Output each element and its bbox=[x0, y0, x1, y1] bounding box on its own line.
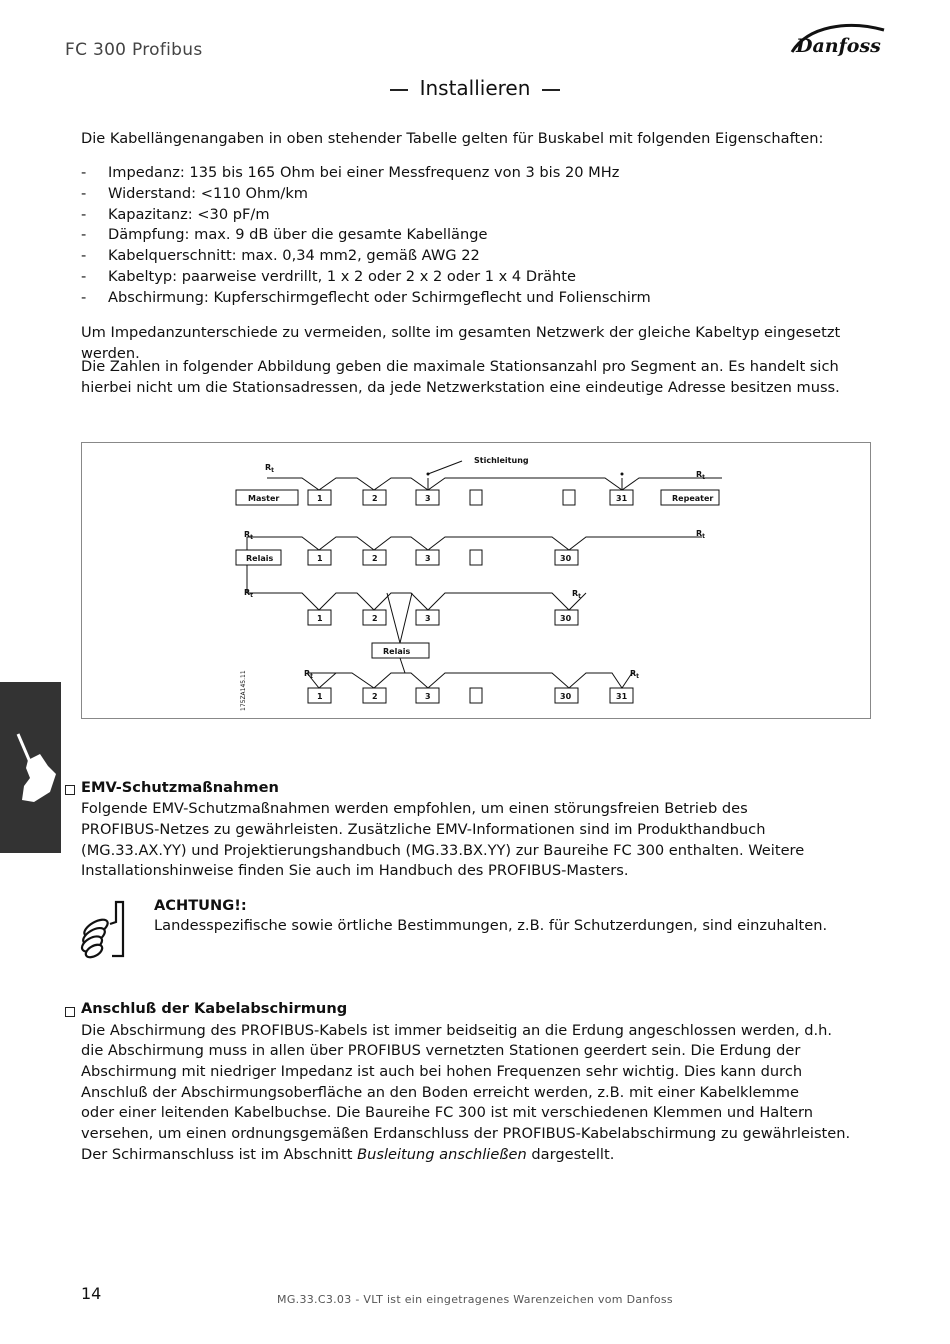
danfoss-logo bbox=[788, 22, 888, 60]
page-number: 14 bbox=[81, 1284, 102, 1303]
svg-text:Danfoss: Danfoss bbox=[796, 35, 881, 57]
section-bullet-icon bbox=[65, 785, 75, 795]
list-item: - Impedanz: 135 bis 165 Ohm bei einer Messfrequenz von 3 bis 20 MHz bbox=[81, 164, 620, 181]
station-label: 31 bbox=[616, 692, 628, 701]
station-label: 3 bbox=[425, 494, 431, 503]
shield-line: oder einer leitenden Kabelbuchse. Die Baureihe FC 300 ist mit verschiedenen Klemmen und Haltern bbox=[81, 1104, 813, 1121]
station-label: 3 bbox=[425, 554, 431, 563]
emv-heading: EMV-Schutzmaßnahmen bbox=[81, 779, 279, 796]
cable-properties-list bbox=[81, 163, 651, 309]
shield-line: Anschluß der Abschirmungsoberfläche an den Boden erreicht werden, z.B. mit einer Kabelklemme bbox=[81, 1084, 799, 1101]
station-label: 1 bbox=[317, 692, 323, 701]
station-label: 1 bbox=[317, 554, 323, 563]
bus-topology-figure bbox=[81, 442, 871, 719]
impedance-paragraph: Um Impedanzunterschiede zu vermeiden, sollte im gesamten Netzwerk der gleiche Kabeltyp eingesetzt werden. bbox=[81, 324, 841, 362]
emv-line: Installationshinweise finden Sie auch im Handbuch des PROFIBUS-Masters. bbox=[81, 862, 629, 879]
shield-line: Der Schirmanschluss ist im Abschnitt Busleitung anschließen dargestellt. bbox=[81, 1146, 615, 1163]
station-label: 2 bbox=[372, 554, 378, 563]
stub-label: Stichleitung bbox=[474, 456, 529, 465]
list-item: - Abschirmung: Kupferschirmgeflecht oder Schirmgeflecht und Folienschirm bbox=[81, 288, 651, 306]
station-label: 3 bbox=[425, 614, 431, 623]
relay-label: Relais bbox=[246, 554, 274, 563]
station-label: 30 bbox=[560, 554, 572, 563]
emv-line: (MG.33.AX.YY) und Projektierungshandbuch (MG.33.BX.YY) zur Baureihe FC 300 enthalten. Weitere bbox=[81, 842, 805, 859]
installation-tab bbox=[0, 682, 61, 853]
terminator-label: $R_t$ bbox=[265, 463, 275, 474]
shield-line: Die Abschirmung des PROFIBUS-Kabels ist immer beidseitig an die Erdung angeschlossen werden, d.h. bbox=[81, 1022, 833, 1039]
footer-text: MG.33.C3.03 - VLT ist ein eingetragenes Warenzeichen vom Danfoss bbox=[277, 1293, 673, 1306]
terminator-label: $R_t$ bbox=[304, 669, 314, 680]
list-item: - Kapazitanz: <30 pF/m bbox=[81, 205, 270, 223]
shield-line: Abschirmung mit niedriger Impedanz ist auch bei hohen Frequenzen sehr wichtig. Dies kann durch bbox=[81, 1063, 803, 1080]
emv-line: PROFIBUS-Netzes zu gewährleisten. Zusätzliche EMV-Informationen sind im Produkthandbuch bbox=[81, 821, 766, 838]
relay-label: Relais bbox=[383, 647, 411, 656]
stations-paragraph-line1: Die Zahlen in folgender Abbildung geben die maximale Stationsanzahl pro Segment an. Es handelt sich bbox=[81, 358, 839, 375]
station-label: 1 bbox=[317, 614, 323, 623]
stations-paragraph-line2: hierbei nicht um die Stationsadressen, da jede Netzwerkstation eine eindeutige Adresse besitzen muss. bbox=[81, 379, 840, 396]
list-item: - Dämpfung: max. 9 dB über die gesamte Kabellänge bbox=[81, 226, 488, 244]
terminator-label: $R_t$ bbox=[244, 530, 254, 541]
section-title: Installieren bbox=[0, 76, 950, 100]
terminator-label: $R_t$ bbox=[696, 529, 706, 540]
bus-topology-diagram bbox=[82, 443, 872, 720]
station-label: 31 bbox=[616, 494, 628, 503]
station-label: 30 bbox=[560, 692, 572, 701]
repeater-label: Repeater bbox=[672, 494, 714, 503]
list-item: - Kabelquerschnitt: max. 0,34 mm2, gemäß AWG 22 bbox=[81, 247, 480, 265]
document-title: FC 300 Profibus bbox=[65, 40, 203, 60]
station-label: 2 bbox=[372, 614, 378, 623]
terminator-label: $R_t$ bbox=[572, 589, 582, 600]
section-bullet-icon bbox=[65, 1007, 75, 1017]
station-label: 2 bbox=[372, 692, 378, 701]
screwdriver-hand-icon bbox=[0, 682, 61, 853]
terminator-label: $R_t$ bbox=[244, 588, 254, 599]
station-label: 1 bbox=[317, 494, 323, 503]
list-item: - Widerstand: <110 Ohm/km bbox=[81, 184, 309, 202]
shield-line: versehen, um einen ordnungsgemäßen Erdanschluss der PROFIBUS-Kabelabschirmung zu gewährleisten. bbox=[81, 1125, 851, 1142]
hand-warning-icon bbox=[80, 898, 128, 960]
station-label: 3 bbox=[425, 692, 431, 701]
figure-id: 175ZA145.11 bbox=[240, 670, 247, 711]
shield-line: die Abschirmung muss in allen über PROFIBUS vernetzten Stationen geerdert sein. Die Erdung der bbox=[81, 1042, 801, 1059]
master-label: Master bbox=[248, 494, 280, 503]
terminator-label: $R_t$ bbox=[630, 669, 640, 680]
emv-line: Folgende EMV-Schutzmaßnahmen werden empfohlen, um einen störungsfreien Betrieb des bbox=[81, 800, 748, 817]
list-item: - Kabeltyp: paarweise verdrillt, 1 x 2 oder 2 x 2 oder 1 x 4 Drähte bbox=[81, 267, 576, 285]
shield-heading: Anschluß der Kabelabschirmung bbox=[81, 1000, 348, 1017]
note-text: Landesspezifische sowie örtliche Bestimmungen, z.B. für Schutzerdungen, sind einzuhalten. bbox=[154, 917, 828, 934]
note-heading: ACHTUNG!: bbox=[154, 897, 247, 914]
section-reference: Busleitung anschließen bbox=[357, 1146, 527, 1163]
station-label: 2 bbox=[372, 494, 378, 503]
station-label: 30 bbox=[560, 614, 572, 623]
terminator-label: $R_t$ bbox=[696, 470, 706, 481]
intro-paragraph: Die Kabellängenangaben in oben stehender Tabelle gelten für Buskabel mit folgenden Eigenschaften: bbox=[81, 130, 824, 147]
